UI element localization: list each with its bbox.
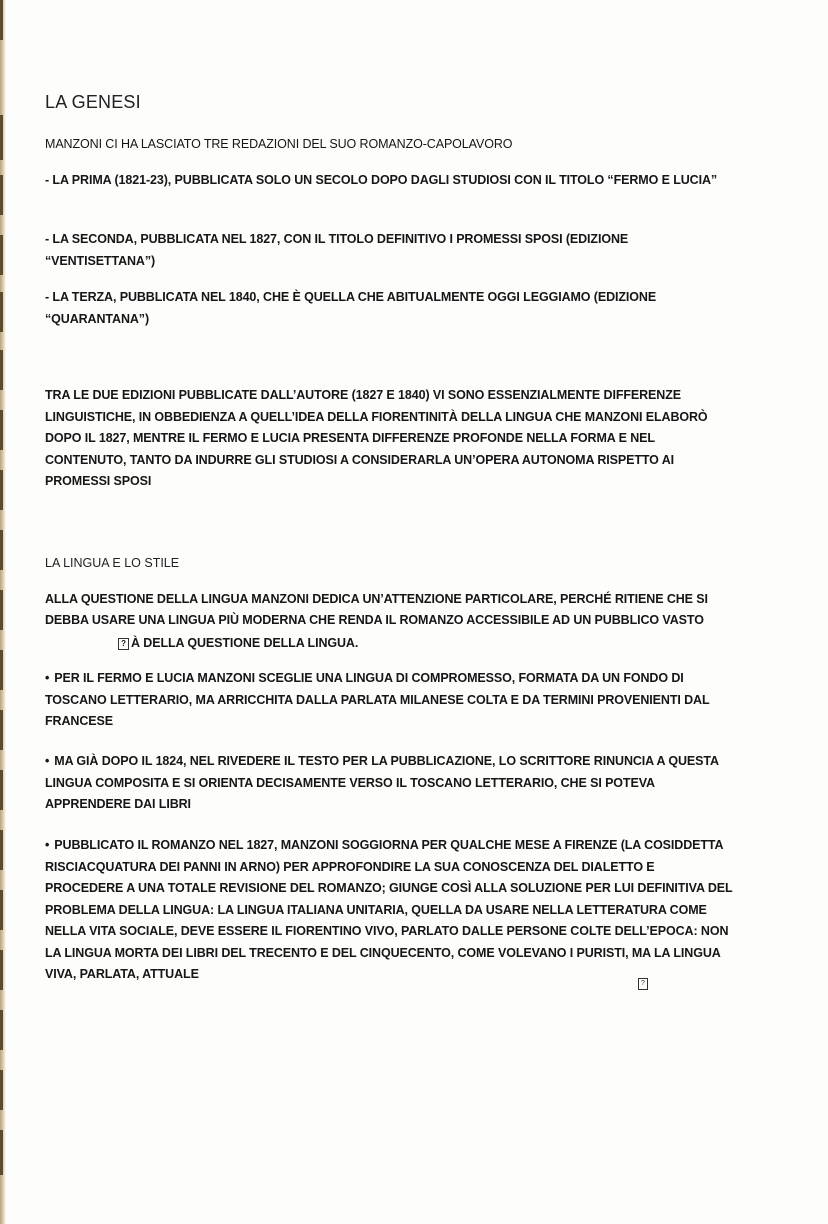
edition-second: - LA SECONDA, PUBBLICATA NEL 1827, CON IL TITOLO DEFINITIVO I PROMESSI SPOSI (EDIZIONE “VENTISETTANA”): [45, 232, 629, 268]
edge-mark: [0, 470, 3, 510]
edge-mark: [0, 890, 3, 930]
intro-text: MANZONI CI HA LASCIATO TRE REDAZIONI DEL SUO ROMANZO-CAPOLAVORO: [45, 137, 513, 151]
edge-mark: [0, 0, 3, 40]
bullet-item-firenze: • PUBBLICATO IL ROMANZO NEL 1827, MANZONI SOGGIORNA PER QUALCHE MESE A FIRENZE (LA COSIDDETTA RISCIACQUATURA DEI PANNI IN ARNO) PER APPROFONDIRE LA SUA CONOSCENZA DEL DIALETTO E PROCEDERE A UNA TOTALE REVISIONE DEL ROMANZO; GIUNGE COSÌ ALLA SOLUZIONE PER LUI DEFINITIVA DEL PROBLEMA DELLA LINGUA: LA LINGUA ITALIANA UNITARIA, QUELLA DA USARE NELLA LETTERATURA COME NELLA VITA SOCIALE, DEVE ESSERE IL FIORENTINO VIVO, PARLATO DALLE PERSONE COLTE DELL’EPOCA: NON LA LINGUA MORTA DEI LIBRI DEL TRECENTO E DEL CINQUECENTO, COME VOLEVANO I PURISTI, MA LA LINGUA VIVA, PARLATA, ATTUALE: [45, 835, 735, 986]
edge-mark: [0, 830, 3, 870]
edge-mark: [0, 770, 3, 810]
edge-mark: [0, 650, 3, 690]
missing-glyph-icon: ?: [118, 638, 129, 650]
language-intro-line3-text: À DELLA QUESTIONE DELLA LINGUA.: [131, 636, 359, 650]
edge-mark: [0, 115, 3, 160]
edge-mark: [0, 1130, 3, 1175]
edge-mark: [0, 530, 3, 570]
section-title-lingua: LA LINGUA E LO STILE: [45, 556, 180, 570]
edge-mark: [0, 235, 3, 275]
edge-mark: [0, 175, 3, 215]
edge-mark: [0, 1010, 3, 1050]
language-intro-line1: ALLA QUESTIONE DELLA LINGUA MANZONI DEDICA UN’ATTENZIONE PARTICOLARE, PERCHÉ RITIENE CHE SI: [45, 592, 708, 606]
edge-mark: [0, 710, 3, 750]
differences-paragraph: TRA LE DUE EDIZIONI PUBBLICATE DALL’AUTORE (1827 E 1840) VI SONO ESSENZIALMENTE DIFFERENZE LINGUISTICHE, IN OBBEDIENZA A QUELL’IDEA DELLA FIORENTINITÀ DELLA LINGUA CHE MANZONI ELABORÒ DOPO IL 1827, MENTRE IL FERMO E LUCIA PRESENTA DIFFERENZE PROFONDE NELLA FORMA E NEL CONTENUTO, TANTO DA INDURRE GLI STUDIOSI A CONSIDERARLA UN’OPERA AUTONOMA RISPETTO AI PROMESSI SPOSI: [45, 388, 708, 488]
language-intro-line2: DEBBA USARE UNA LINGUA PIÙ MODERNA CHE RENDA IL ROMANZO ACCESSIBILE AD UN PUBBLICO VASTO: [45, 613, 704, 627]
edge-mark: [0, 590, 3, 630]
missing-glyph-icon: ?: [638, 978, 648, 990]
edge-mark: [0, 1070, 3, 1110]
edge-mark: [0, 950, 3, 990]
page-title: LA GENESI: [45, 92, 141, 112]
edge-mark: [0, 410, 3, 450]
edge-mark: [0, 350, 3, 390]
edition-third: - LA TERZA, PUBBLICATA NEL 1840, CHE È QUELLA CHE ABITUALMENTE OGGI LEGGIAMO (EDIZIONE “QUARANTANA”): [45, 290, 657, 326]
bullet-item-fermo-lucia: • PER IL FERMO E LUCIA MANZONI SCEGLIE UNA LINGUA DI COMPROMESSO, FORMATA DA UN FONDO DI TOSCANO LETTERARIO, MA ARRICCHITA DALLA PARLATA MILANESE COLTA E DA TERMINI PROVENIENTI DAL FRANCESE: [45, 668, 735, 733]
edition-first: - LA PRIMA (1821-23), PUBBLICATA SOLO UN SECOLO DOPO DAGLI STUDIOSI CON IL TITOLO “FERMO E LUCIA”: [45, 173, 718, 187]
bullet-item-toscano: • MA GIÀ DOPO IL 1824, NEL RIVEDERE IL TESTO PER LA PUBBLICAZIONE, LO SCRITTORE RINUNCIA A QUESTA LINGUA COMPOSITA E SI ORIENTA DECISAMENTE VERSO IL TOSCANO LETTERARIO, CHE SI POTEVA APPRENDERE DAI LIBRI: [45, 751, 735, 816]
language-intro-line3: [118, 633, 808, 655]
edge-mark: [0, 292, 3, 332]
